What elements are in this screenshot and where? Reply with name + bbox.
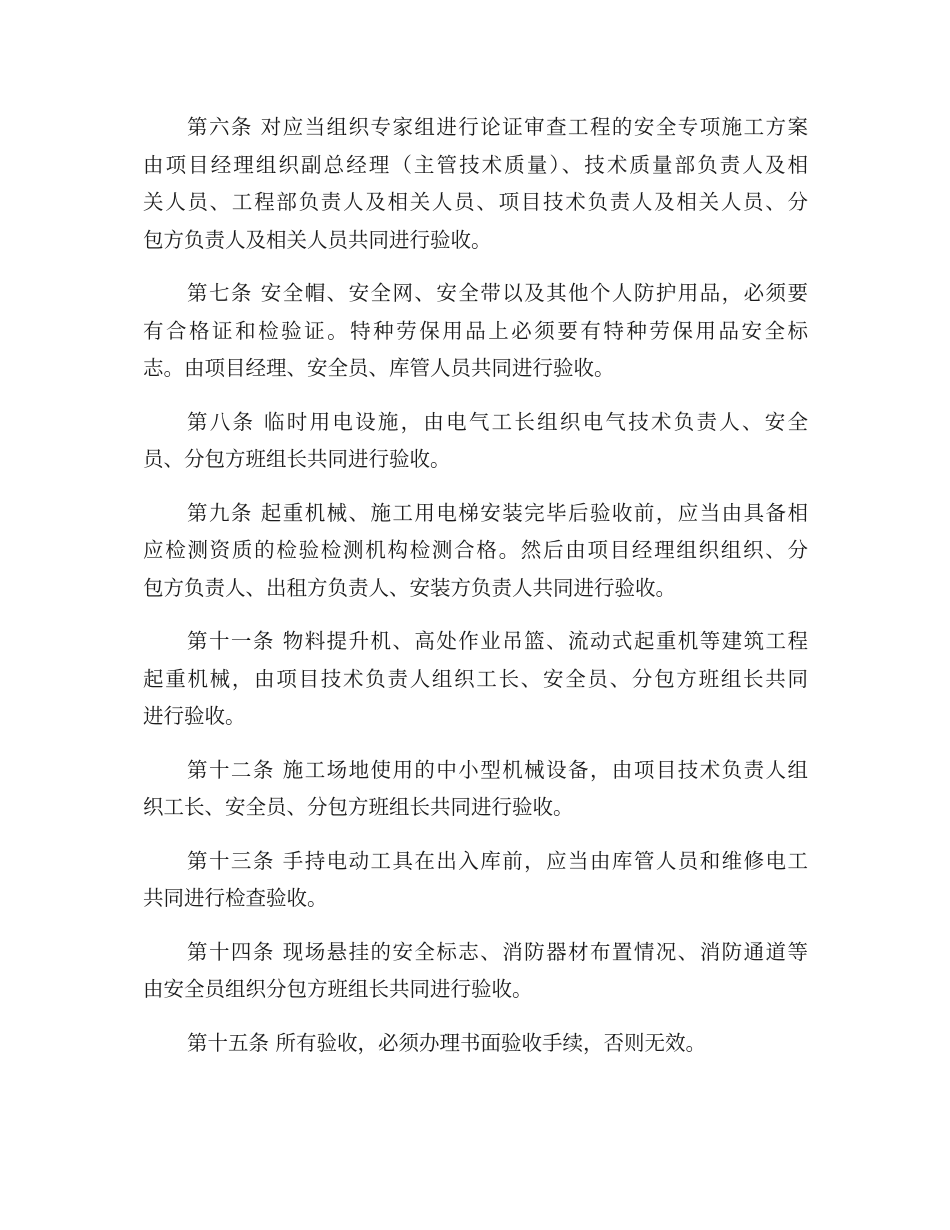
paragraph-line: 第十二条 施工场地使用的中小型机械设备，由项目技术负责人组 [187,757,808,782]
paragraph-line: 第十五条 所有验收，必须办理书面验收手续，否则无效。 [187,1030,707,1055]
article-7-paragraph [143,275,808,388]
paragraph-line: 第六条 对应当组织专家组进行论证审查工程的安全专项施工方案 [187,115,808,139]
paragraph-line: 第十一条 物料提升机、高处作业吊篮、流动式起重机等建筑工程 [187,629,808,653]
article-6-paragraph [143,109,808,259]
article-15-paragraph [143,1025,808,1063]
article-9-paragraph [143,495,808,608]
paragraph-line: 织工长、安全员、分包方班组长共同进行验收。 [143,795,574,819]
document-body [143,109,808,1078]
paragraph-line: 员、分包方班组长共同进行验收。 [143,447,451,471]
paragraph-line: 有合格证和检验证。特种劳保用品上必须要有特种劳保用品安全标 [143,318,808,343]
paragraph-line: 志。由项目经理、安全员、库管人员共同进行验收。 [143,356,615,380]
paragraph-line: 包方负责人、出租方负责人、安装方负责人共同进行验收。 [143,575,676,600]
article-8-paragraph [143,404,808,479]
article-12-paragraph [143,752,808,827]
paragraph-line: 应检测资质的检验检测机构检测合格。然后由项目经理组织组织、分 [143,538,808,562]
paragraph-line: 第十三条 手持电动工具在出入库前，应当由库管人员和维修电工 [187,848,808,873]
article-11-paragraph [143,623,808,736]
paragraph-line: 包方负责人及相关人员共同进行验收。 [143,227,492,252]
paragraph-line: 第七条 安全帽、安全网、安全带以及其他个人防护用品，必须要 [187,281,808,305]
paragraph-line: 由安全员组织分包方班组长共同进行验收。 [143,977,533,1001]
article-14-paragraph [143,934,808,1009]
paragraph-line: 第十四条 现场悬挂的安全标志、消防器材布置情况、消防通道等 [187,939,808,964]
article-13-paragraph [143,843,808,918]
paragraph-line: 共同进行检查验收。 [143,886,328,910]
paragraph-line: 进行验收。 [143,704,246,728]
paragraph-line: 起重机械，由项目技术负责人组织工长、安全员、分包方班组长共同 [143,666,808,691]
paragraph-line: 由项目经理组织副总经理（主管技术质量）、技术质量部负责人及相 [143,152,808,177]
paragraph-line: 第九条 起重机械、施工用电梯安装完毕后验收前，应当由具备相 [187,500,808,525]
paragraph-line: 第八条 临时用电设施，由电气工长组织电气技术负责人、安全 [187,409,808,434]
paragraph-line: 关人员、工程部负责人及相关人员、项目技术负责人及相关人员、分 [143,190,808,214]
